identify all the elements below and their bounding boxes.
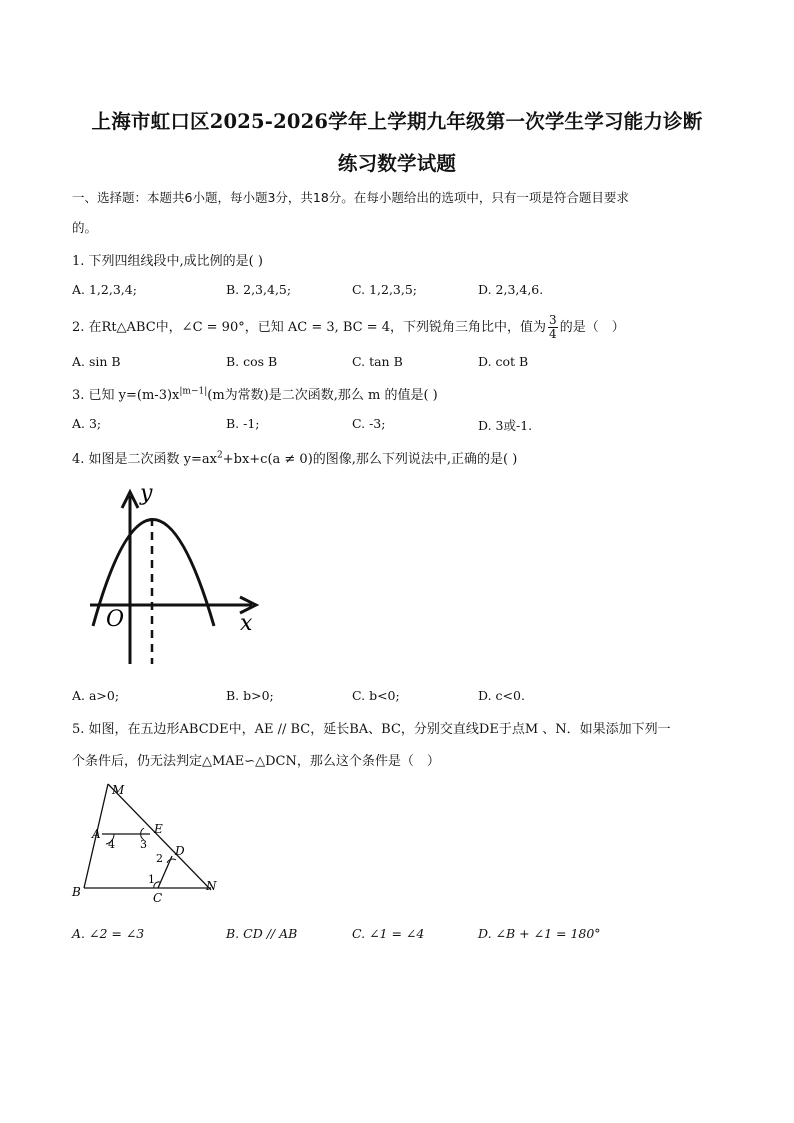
angle-2-arc bbox=[167, 859, 176, 863]
q4-option-a[interactable]: A. a>0; bbox=[72, 688, 120, 703]
x-axis-label: x bbox=[240, 611, 253, 636]
q3-stem-part2: (m为常数)是二次函数,那么 m 的值是( ) bbox=[207, 388, 438, 403]
q2-stem-part1: 2. 在Rt△ABC中，∠C = 90°，已知 AC = 3, BC = 4，下列锐角三角比中，值为 bbox=[72, 320, 547, 335]
origin-label: O bbox=[106, 607, 125, 632]
q4-option-c[interactable]: C. b<0; bbox=[352, 688, 400, 703]
angle-3-label: 3 bbox=[140, 838, 147, 851]
question-4-stem bbox=[72, 448, 517, 467]
q3-stem-part1: 3. 已知 y=(m-3)x bbox=[72, 388, 180, 403]
section-instructions-line2: 的。 bbox=[72, 220, 98, 235]
q3-option-a[interactable]: A. 3; bbox=[72, 416, 102, 431]
angle-2-label: 2 bbox=[156, 852, 163, 865]
q3-option-d[interactable]: D. 3或-1. bbox=[478, 418, 533, 433]
q2-stem-part2: 的是（ ） bbox=[559, 320, 625, 335]
q5-option-a[interactable]: A. ∠2 = ∠3 bbox=[72, 926, 145, 941]
point-A-label: A bbox=[92, 827, 101, 841]
q1-option-a[interactable]: A. 1,2,3,4; bbox=[72, 282, 137, 297]
q1-option-b[interactable]: B. 2,3,4,5; bbox=[226, 282, 292, 297]
q3-exponent: |m−1| bbox=[179, 386, 208, 397]
q2-option-b[interactable]: B. cos B bbox=[226, 354, 278, 369]
question-2-stem bbox=[72, 314, 625, 341]
q2-fraction-numerator: 3 bbox=[549, 313, 557, 327]
q4-option-b[interactable]: B. b>0; bbox=[226, 688, 274, 703]
q2-option-a[interactable]: A. sin B bbox=[72, 354, 121, 369]
question-5-stem-line1: 5. 如图，在五边形ABCDE中，AE // BC，延长BA、BC，分别交直线DE于点M 、N．如果添加下列一 bbox=[72, 722, 671, 737]
question-3-stem bbox=[72, 384, 438, 403]
q1-option-c[interactable]: C. 1,2,3,5; bbox=[352, 282, 418, 297]
q1-option-d[interactable]: D. 2,3,4,6. bbox=[478, 282, 544, 297]
angle-1-label: 1 bbox=[148, 873, 155, 886]
q5-option-c[interactable]: C. ∠1 = ∠4 bbox=[352, 926, 425, 941]
q3-option-b[interactable]: B. -1; bbox=[226, 416, 260, 431]
line-MN bbox=[108, 784, 211, 890]
question-1-stem: 1. 下列四组线段中,成比例的是( ) bbox=[72, 254, 263, 269]
q4-stem-part2: +bx+c(a ≠ 0)的图像,那么下列说法中,正确的是( ) bbox=[222, 452, 518, 467]
q4-option-d[interactable]: D. c<0. bbox=[478, 688, 525, 703]
point-M-label: M bbox=[112, 783, 125, 797]
page-title-line1: 上海市虹口区2025-2026学年上学期九年级第一次学生学习能力诊断 bbox=[91, 110, 703, 133]
q5-option-b[interactable]: B. CD // AB bbox=[226, 926, 298, 941]
section-instructions-line1: 一、选择题：本题共6小题，每小题3分，共18分。在每小题给出的选项中，只有一项是符合题目要求 bbox=[72, 190, 629, 205]
question-5-stem-line2: 个条件后，仍无法判定△MAE∽△DCN，那么这个条件是（ ） bbox=[72, 754, 440, 769]
point-C-label: C bbox=[153, 891, 163, 905]
point-B-label: B bbox=[72, 885, 81, 899]
angle-4-label: 4 bbox=[108, 838, 115, 851]
y-axis-label: y bbox=[140, 481, 153, 506]
q2-fraction-denominator: 4 bbox=[549, 327, 557, 341]
q4-exponent: 2 bbox=[217, 450, 223, 461]
q2-fraction bbox=[548, 314, 558, 341]
pentagon-figure bbox=[68, 776, 228, 908]
point-D-label: D bbox=[175, 844, 185, 858]
parabola-graph-figure bbox=[80, 478, 270, 678]
page-title-line2: 练习数学试题 bbox=[337, 152, 457, 175]
q3-option-c[interactable]: C. -3; bbox=[352, 416, 386, 431]
point-E-label: E bbox=[154, 822, 163, 836]
point-N-label: N bbox=[206, 879, 217, 893]
q2-option-c[interactable]: C. tan B bbox=[352, 354, 403, 369]
q2-option-d[interactable]: D. cot B bbox=[478, 354, 529, 369]
q4-stem-part1: 4. 如图是二次函数 y=ax bbox=[72, 452, 217, 467]
q5-option-d[interactable]: D. ∠B + ∠1 = 180° bbox=[478, 926, 601, 941]
